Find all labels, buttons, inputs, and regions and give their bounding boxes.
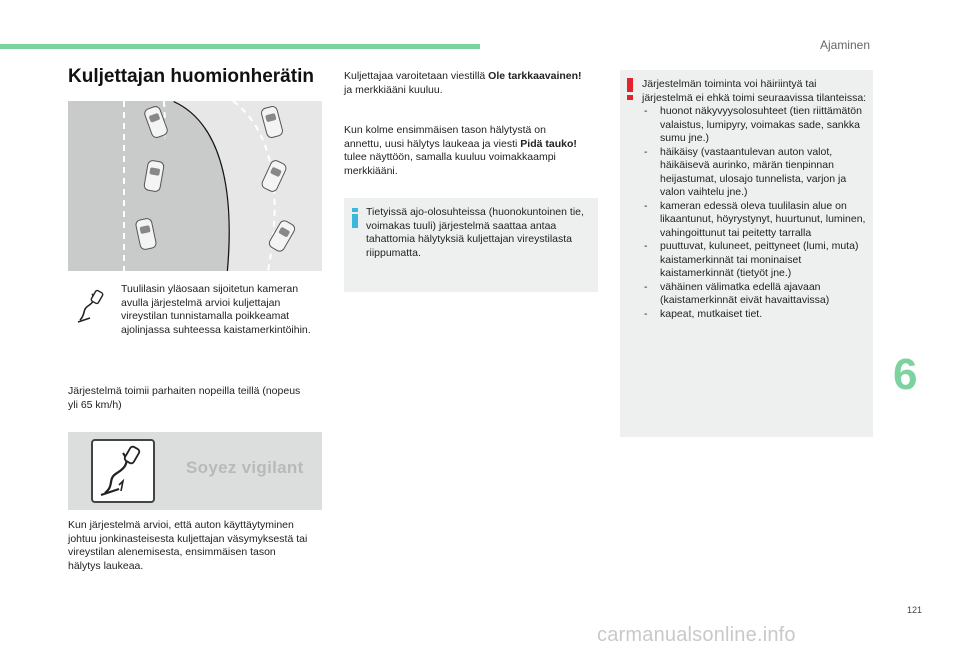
list-item (642, 146, 868, 200)
warning-list (642, 105, 868, 321)
chapter-color-bar (0, 44, 480, 49)
list-item (642, 105, 868, 146)
info-note (344, 198, 598, 292)
road-illustration (68, 101, 322, 271)
speed-note: Järjestelmä toimii parhaiten nopeilla teillä (nopeus yli 65 km/h) (68, 385, 301, 411)
p1-text: Kuljettajaa varoitetaan viestillä (344, 70, 489, 82)
display-message: Soyez vigilant (186, 458, 304, 477)
pause-alert-paragraph (344, 124, 584, 178)
warning-text (642, 78, 868, 321)
camera-description: Tuulilasin yläosaan sijoitetun kameran avulla järjestelmä arvioi kuljettajan vireystilan tunnistamalla poikkeamat ajolinjassa suhteessa kaistamerkintöihin. (121, 283, 311, 336)
list-dash: - (644, 240, 648, 252)
p2-bold: Pidä tauko! (520, 137, 577, 150)
list-item (642, 240, 868, 281)
list-item (642, 308, 868, 322)
p1-bold: Ole tarkkaavainen! (488, 70, 582, 82)
p2-text: Kun kolme ensimmäisen tason hälytystä on annettu, uusi hälytys laukeaa ja viesti (344, 124, 546, 150)
info-icon (352, 208, 358, 233)
first-alert-description: Kun järjestelmä arvioi, että auton käyttäytyminen johtuu jonkinasteisesta kuljettajan väsymyksestä tai vireystilan alenemisesta, ensimmäisen tason hälytys laukeaa. (68, 519, 308, 572)
info-text: Tietyissä ajo-olosuhteissa (huonokuntoinen tie, voimakas tuuli) järjestelmä saattaa antaa tahattomia hälytyksiä kuljettajan vireystilasta riippumatta. (366, 206, 584, 259)
list-item (642, 281, 868, 308)
list-item-text: puuttuvat, kuluneet, peittyneet (lumi, muta) kaistamerkinnät tai moninaiset kaistamerkinnät (tietyöt jne.) (660, 240, 859, 279)
warning-note (620, 70, 873, 437)
list-dash: - (644, 307, 648, 320)
list-item (642, 200, 868, 241)
watermark: carmanualsonline.info (597, 624, 796, 646)
list-item-text: häikäisy (vastaantulevan auton valot, häikäisevä aurinko, märän tienpinnan heijastumat, ulosajo tunnelista, varjon ja valon vaihtelu jne.) (660, 145, 847, 198)
lane-departure-camera-icon (76, 288, 108, 329)
list-dash: - (644, 280, 648, 293)
list-item-text: vähäinen välimatka edellä ajavaan (kaistamerkinnät eivät havaittavissa) (660, 280, 830, 306)
instrument-display-example (68, 432, 322, 510)
section-title: Ajaminen (819, 38, 870, 52)
list-dash: - (644, 105, 648, 117)
p1-tail: ja merkkiääni kuuluu. (344, 83, 443, 96)
p2-tail: tulee näyttöön, samalla kuuluu voimakkaampi merkkiääni. (344, 151, 556, 177)
list-item-text: kapeat, mutkaiset tiet. (660, 307, 763, 320)
list-dash: - (644, 145, 648, 158)
warning-intro: Järjestelmän toiminta voi häiriintyä tai järjestelmä ei ehkä toimi seuraavissa tilanteissa: (642, 78, 867, 104)
chapter-number: 6 (893, 350, 918, 399)
list-item-text: huonot näkyvyysolosuhteet (tien riittämätön valaistus, lumipyry, voimakas sade, sankka sumu jne.) (660, 105, 862, 144)
alert-message-paragraph (344, 70, 584, 97)
warning-icon (627, 78, 633, 105)
lane-drift-illustration (68, 101, 322, 271)
page-number: 121 (907, 605, 923, 615)
list-dash: - (644, 199, 648, 212)
driver-attention-icon (91, 439, 155, 503)
page-title: Kuljettajan huomionherätin (68, 66, 314, 87)
list-item-text: kameran edessä oleva tuulilasin alue on likaantunut, höyrystynyt, huurtunut, luminen, vahingoittunut tai peitetty tarralla (660, 199, 866, 239)
